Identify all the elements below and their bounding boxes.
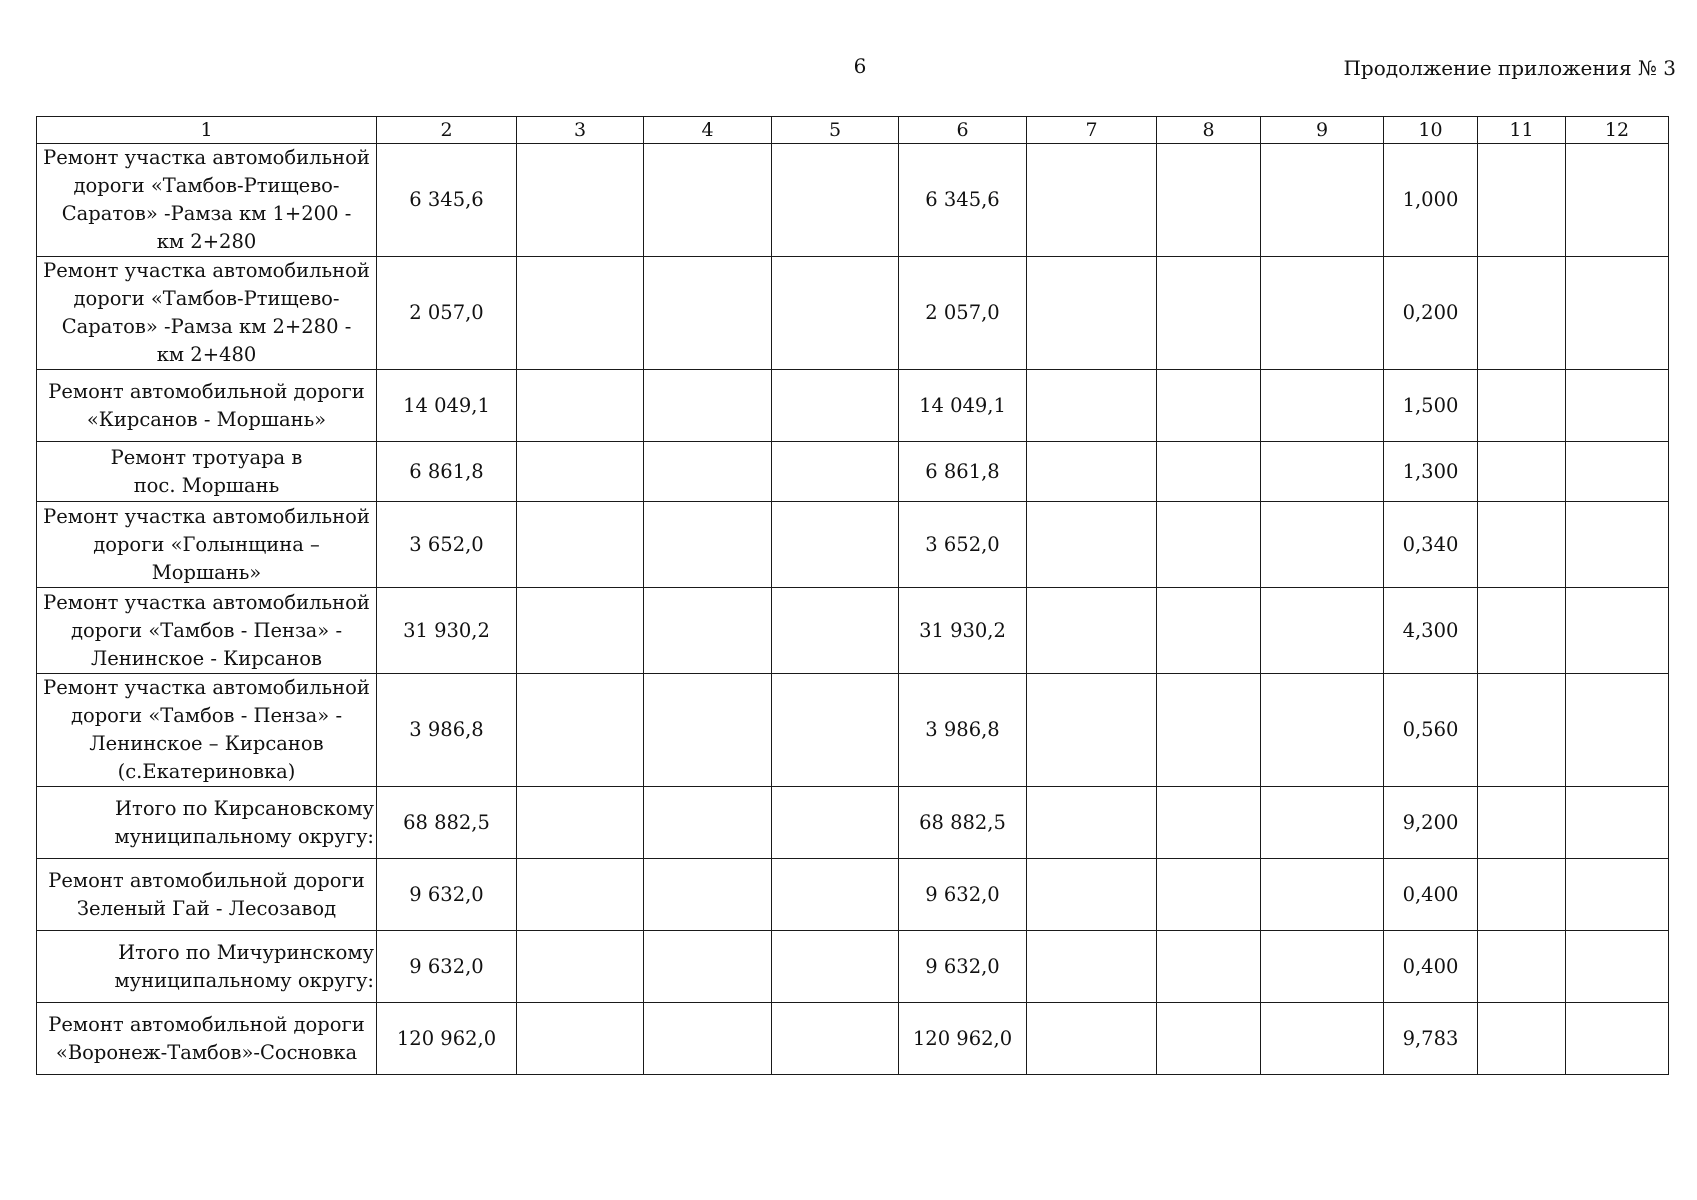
description-line: пос. Моршань <box>133 473 280 497</box>
value-cell-col-4 <box>644 442 772 502</box>
value-cell-col-5 <box>772 588 899 674</box>
work-description <box>37 1003 377 1075</box>
value-cell-col-5 <box>772 144 899 257</box>
value-cell-col-8 <box>1157 1003 1261 1075</box>
value-cell-col-10: 0,400 <box>1384 931 1478 1003</box>
description-line: Ремонт участка автомобильной <box>43 504 370 528</box>
value-cell-col-5 <box>772 859 899 931</box>
value-cell-col-2: 68 882,5 <box>377 787 517 859</box>
description-line: муниципальному округу: <box>114 824 374 848</box>
value-cell-col-3 <box>517 144 644 257</box>
table-row <box>37 674 1669 787</box>
work-description <box>37 442 377 502</box>
value-cell-col-10: 1,500 <box>1384 370 1478 442</box>
work-description <box>37 257 377 370</box>
value-cell-col-10: 1,300 <box>1384 442 1478 502</box>
column-header-9: 9 <box>1261 117 1384 144</box>
value-cell-col-3 <box>517 931 644 1003</box>
table-row <box>37 442 1669 502</box>
description-line: Ремонт участка автомобильной <box>43 590 370 614</box>
value-cell-col-3 <box>517 1003 644 1075</box>
value-cell-col-10: 1,000 <box>1384 144 1478 257</box>
value-cell-col-7 <box>1027 787 1157 859</box>
value-cell-col-6: 14 049,1 <box>899 370 1027 442</box>
value-cell-col-9 <box>1261 859 1384 931</box>
value-cell-col-9 <box>1261 1003 1384 1075</box>
value-cell-col-4 <box>644 674 772 787</box>
value-cell-col-8 <box>1157 144 1261 257</box>
value-cell-col-11 <box>1478 674 1566 787</box>
description-line: Саратов» -Рамза км 2+280 - <box>61 315 352 338</box>
column-header-10: 10 <box>1384 117 1478 144</box>
value-cell-col-9 <box>1261 502 1384 588</box>
value-cell-col-5 <box>772 442 899 502</box>
value-cell-col-11 <box>1478 787 1566 859</box>
description-line: км 2+280 <box>156 230 257 253</box>
value-cell-col-12 <box>1566 674 1669 787</box>
table-body <box>37 144 1669 1075</box>
value-cell-col-12 <box>1566 257 1669 370</box>
description-line: Зеленый Гай - Лесозавод <box>76 896 337 920</box>
value-cell-col-10: 9,783 <box>1384 1003 1478 1075</box>
description-line: дороги «Тамбов - Пенза» - <box>70 704 343 727</box>
value-cell-col-8 <box>1157 502 1261 588</box>
description-line: дороги «Голынщина – Моршань» <box>93 532 320 584</box>
value-cell-col-2: 3 986,8 <box>377 674 517 787</box>
subtotal-label <box>37 931 377 1003</box>
column-header-5: 5 <box>772 117 899 144</box>
value-cell-col-4 <box>644 1003 772 1075</box>
appendix-continuation-note: Продолжение приложения № 3 <box>1343 56 1676 80</box>
value-cell-col-10: 9,200 <box>1384 787 1478 859</box>
table-row <box>37 1003 1669 1075</box>
value-cell-col-5 <box>772 1003 899 1075</box>
value-cell-col-6: 2 057,0 <box>899 257 1027 370</box>
value-cell-col-6: 120 962,0 <box>899 1003 1027 1075</box>
value-cell-col-10: 0,200 <box>1384 257 1478 370</box>
column-header-1: 1 <box>37 117 377 144</box>
value-cell-col-9 <box>1261 257 1384 370</box>
value-cell-col-6: 31 930,2 <box>899 588 1027 674</box>
value-cell-col-8 <box>1157 787 1261 859</box>
table-row <box>37 144 1669 257</box>
description-line: Ремонт участка автомобильной <box>43 259 370 282</box>
work-description <box>37 144 377 257</box>
value-cell-col-11 <box>1478 502 1566 588</box>
value-cell-col-8 <box>1157 257 1261 370</box>
value-cell-col-6: 3 652,0 <box>899 502 1027 588</box>
value-cell-col-7 <box>1027 442 1157 502</box>
table-row-total <box>37 787 1669 859</box>
value-cell-col-3 <box>517 859 644 931</box>
value-cell-col-11 <box>1478 588 1566 674</box>
value-cell-col-2: 120 962,0 <box>377 1003 517 1075</box>
column-header-2: 2 <box>377 117 517 144</box>
road-repair-table <box>36 116 1669 1075</box>
description-line: Ремонт участка автомобильной <box>43 146 370 169</box>
value-cell-col-8 <box>1157 859 1261 931</box>
value-cell-col-5 <box>772 931 899 1003</box>
value-cell-col-11 <box>1478 442 1566 502</box>
value-cell-col-12 <box>1566 588 1669 674</box>
value-cell-col-4 <box>644 931 772 1003</box>
description-line: Саратов» -Рамза км 1+200 - <box>61 202 352 225</box>
work-description <box>37 859 377 931</box>
value-cell-col-10: 0,340 <box>1384 502 1478 588</box>
value-cell-col-3 <box>517 502 644 588</box>
value-cell-col-11 <box>1478 1003 1566 1075</box>
table-row <box>37 257 1669 370</box>
description-line: Итого по Мичуринскому <box>118 940 374 964</box>
column-header-6: 6 <box>899 117 1027 144</box>
value-cell-col-9 <box>1261 588 1384 674</box>
value-cell-col-6: 3 986,8 <box>899 674 1027 787</box>
value-cell-col-12 <box>1566 502 1669 588</box>
value-cell-col-5 <box>772 674 899 787</box>
description-line: Ленинское - Кирсанов <box>90 646 322 670</box>
description-line: дороги «Тамбов - Пенза» - <box>70 618 343 642</box>
value-cell-col-7 <box>1027 931 1157 1003</box>
value-cell-col-11 <box>1478 370 1566 442</box>
page-number: 6 <box>853 54 867 78</box>
value-cell-col-7 <box>1027 144 1157 257</box>
value-cell-col-3 <box>517 787 644 859</box>
value-cell-col-7 <box>1027 588 1157 674</box>
table-row <box>37 588 1669 674</box>
value-cell-col-9 <box>1261 144 1384 257</box>
value-cell-col-4 <box>644 144 772 257</box>
value-cell-col-11 <box>1478 144 1566 257</box>
description-line: Ремонт автомобильной дороги <box>48 868 365 892</box>
value-cell-col-6: 9 632,0 <box>899 859 1027 931</box>
value-cell-col-3 <box>517 370 644 442</box>
value-cell-col-10: 0,560 <box>1384 674 1478 787</box>
column-header-8: 8 <box>1157 117 1261 144</box>
value-cell-col-10: 4,300 <box>1384 588 1478 674</box>
value-cell-col-11 <box>1478 931 1566 1003</box>
value-cell-col-2: 9 632,0 <box>377 931 517 1003</box>
table-row <box>37 502 1669 588</box>
column-header-3: 3 <box>517 117 644 144</box>
value-cell-col-3 <box>517 257 644 370</box>
value-cell-col-5 <box>772 502 899 588</box>
value-cell-col-2: 6 861,8 <box>377 442 517 502</box>
value-cell-col-9 <box>1261 931 1384 1003</box>
value-cell-col-7 <box>1027 674 1157 787</box>
column-header-4: 4 <box>644 117 772 144</box>
value-cell-col-8 <box>1157 442 1261 502</box>
description-line: «Воронеж-Тамбов»-Сосновка <box>55 1040 358 1064</box>
value-cell-col-6: 9 632,0 <box>899 931 1027 1003</box>
value-cell-col-8 <box>1157 370 1261 442</box>
table-row-total <box>37 931 1669 1003</box>
value-cell-col-11 <box>1478 257 1566 370</box>
description-line: Итого по Кирсановскому <box>115 796 374 820</box>
description-line: Ремонт автомобильной дороги <box>48 1012 365 1036</box>
description-line: км 2+480 <box>156 343 257 366</box>
value-cell-col-2: 31 930,2 <box>377 588 517 674</box>
value-cell-col-12 <box>1566 787 1669 859</box>
value-cell-col-12 <box>1566 370 1669 442</box>
value-cell-col-9 <box>1261 370 1384 442</box>
value-cell-col-4 <box>644 787 772 859</box>
value-cell-col-3 <box>517 674 644 787</box>
value-cell-col-6: 6 861,8 <box>899 442 1027 502</box>
value-cell-col-6: 68 882,5 <box>899 787 1027 859</box>
value-cell-col-8 <box>1157 588 1261 674</box>
value-cell-col-2: 3 652,0 <box>377 502 517 588</box>
description-line: Ремонт тротуара в <box>110 445 303 469</box>
value-cell-col-5 <box>772 370 899 442</box>
value-cell-col-5 <box>772 257 899 370</box>
description-line: дороги «Тамбов-Ртищево- <box>73 174 340 197</box>
value-cell-col-10: 0,400 <box>1384 859 1478 931</box>
value-cell-col-2: 9 632,0 <box>377 859 517 931</box>
road-repair-table-container <box>36 116 1668 1075</box>
value-cell-col-9 <box>1261 787 1384 859</box>
work-description <box>37 502 377 588</box>
value-cell-col-7 <box>1027 257 1157 370</box>
value-cell-col-5 <box>772 787 899 859</box>
description-line: (с.Екатериновка) <box>117 760 296 783</box>
work-description <box>37 370 377 442</box>
value-cell-col-12 <box>1566 144 1669 257</box>
subtotal-label <box>37 787 377 859</box>
value-cell-col-12 <box>1566 931 1669 1003</box>
column-header-7: 7 <box>1027 117 1157 144</box>
value-cell-col-3 <box>517 442 644 502</box>
value-cell-col-7 <box>1027 1003 1157 1075</box>
value-cell-col-12 <box>1566 442 1669 502</box>
value-cell-col-4 <box>644 859 772 931</box>
value-cell-col-7 <box>1027 859 1157 931</box>
description-line: Ремонт автомобильной дороги <box>48 379 365 403</box>
column-header-11: 11 <box>1478 117 1566 144</box>
description-line: Ленинское – Кирсанов <box>89 732 324 755</box>
table-row <box>37 370 1669 442</box>
column-number-row <box>37 117 1669 144</box>
value-cell-col-4 <box>644 502 772 588</box>
value-cell-col-12 <box>1566 1003 1669 1075</box>
value-cell-col-11 <box>1478 859 1566 931</box>
table-row <box>37 859 1669 931</box>
value-cell-col-2: 14 049,1 <box>377 370 517 442</box>
description-line: Ремонт участка автомобильной <box>43 676 370 699</box>
value-cell-col-8 <box>1157 674 1261 787</box>
value-cell-col-12 <box>1566 859 1669 931</box>
description-line: дороги «Тамбов-Ртищево- <box>73 287 340 310</box>
value-cell-col-4 <box>644 257 772 370</box>
value-cell-col-9 <box>1261 674 1384 787</box>
value-cell-col-7 <box>1027 502 1157 588</box>
value-cell-col-2: 2 057,0 <box>377 257 517 370</box>
value-cell-col-8 <box>1157 931 1261 1003</box>
column-header-12: 12 <box>1566 117 1669 144</box>
value-cell-col-2: 6 345,6 <box>377 144 517 257</box>
value-cell-col-7 <box>1027 370 1157 442</box>
value-cell-col-3 <box>517 588 644 674</box>
description-line: «Кирсанов - Моршань» <box>86 407 327 431</box>
work-description <box>37 674 377 787</box>
work-description <box>37 588 377 674</box>
value-cell-col-6: 6 345,6 <box>899 144 1027 257</box>
value-cell-col-4 <box>644 370 772 442</box>
description-line: муниципальному округу: <box>114 968 374 992</box>
value-cell-col-4 <box>644 588 772 674</box>
value-cell-col-9 <box>1261 442 1384 502</box>
